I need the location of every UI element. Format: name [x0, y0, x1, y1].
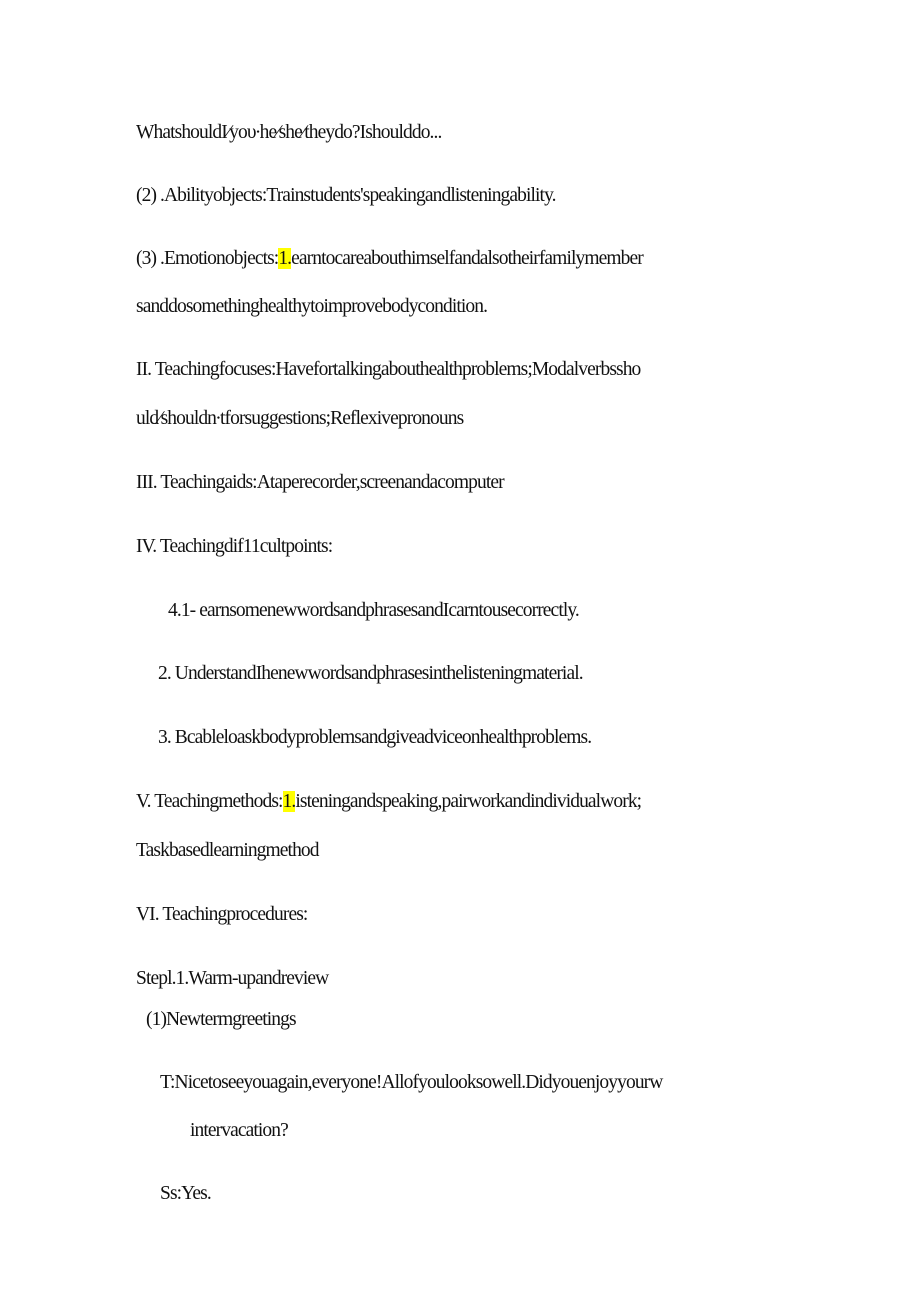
line-text: WhatshouldI∕yoυ∙he∕she∕theydo?Ishoulddo... [136, 122, 442, 143]
line-text: Ss:Yes. [160, 1183, 211, 1204]
text-line-methods-cont [136, 839, 319, 863]
text-line-teacher-dialogue [160, 1071, 662, 1095]
line-text: sanddosomethinghealthytoimprovebodycondition. [136, 296, 488, 317]
text-line-procedures [136, 903, 307, 927]
text-line-step-1 [136, 967, 328, 991]
line-text: Stepl.1.Warm-upandreview [136, 968, 329, 989]
line-text: uld∕shouldn∙tforsuggestions;Reflexivepronouns [136, 408, 464, 429]
text-line-greetings [146, 1008, 296, 1032]
line-text: IV. Teachingdif11cultpoints: [136, 536, 333, 557]
line-text: (3) .Emotionobjects: [136, 248, 279, 269]
text-line-teaching-methods [136, 790, 641, 814]
line-text: V. Teachingmethods: [136, 791, 283, 812]
text-line-ability-objects [136, 184, 556, 208]
line-text: earntocareabouthimselfandalsotheirfamilymember [291, 248, 643, 269]
highlighted-text: 1. [278, 248, 292, 269]
text-line-difficult-points [136, 535, 332, 559]
highlighted-text: 1. [282, 791, 296, 812]
text-line-teaching-focuses [136, 358, 640, 382]
text-line-emotion-objects [136, 247, 643, 271]
line-text: Taskbasedlearningmethod [136, 840, 319, 861]
line-text: T:Nicetoseeyouagain,everyone!Allofyoulooksowell.Didyouenjoyyourw [160, 1072, 663, 1093]
text-line-emotion-cont [136, 295, 487, 319]
line-text: VI. Teachingprocedures: [136, 904, 308, 925]
text-line-focuses-cont [136, 407, 463, 431]
line-text: 4.1- earnsomenewwordsandphrasesandIcarntousecorrectly. [168, 600, 579, 621]
text-line-point-3 [158, 726, 591, 750]
line-text: (2) .Abilityobjects:Trainstudents'speakingandlisteningability. [136, 185, 556, 206]
line-text: 3. Bcableloaskbodyproblemsandgiveadviceonhealthproblems. [158, 727, 592, 748]
line-text: intervacation? [190, 1120, 288, 1141]
text-line-question [136, 121, 441, 145]
line-text: (1)Newtermgreetings [146, 1009, 296, 1030]
text-line-teaching-aids [136, 471, 504, 495]
text-line-point-2 [158, 662, 583, 686]
line-text: II. Teachingfocuses:Havefortalkingabouthealthproblems;Modalverbssho [136, 359, 641, 380]
line-text: isteningandspeaking,pairworkandindividualwork; [295, 791, 642, 812]
text-line-point-1 [168, 599, 579, 623]
line-text: III. Teachingaids:Ataperecorder,screenandacomputer [136, 472, 504, 493]
text-line-students-reply [160, 1182, 211, 1206]
line-text: 2. UnderstandIhenewwordsandphrasesinthelisteningmaterial. [158, 663, 583, 684]
text-line-dialogue-cont [190, 1119, 288, 1143]
